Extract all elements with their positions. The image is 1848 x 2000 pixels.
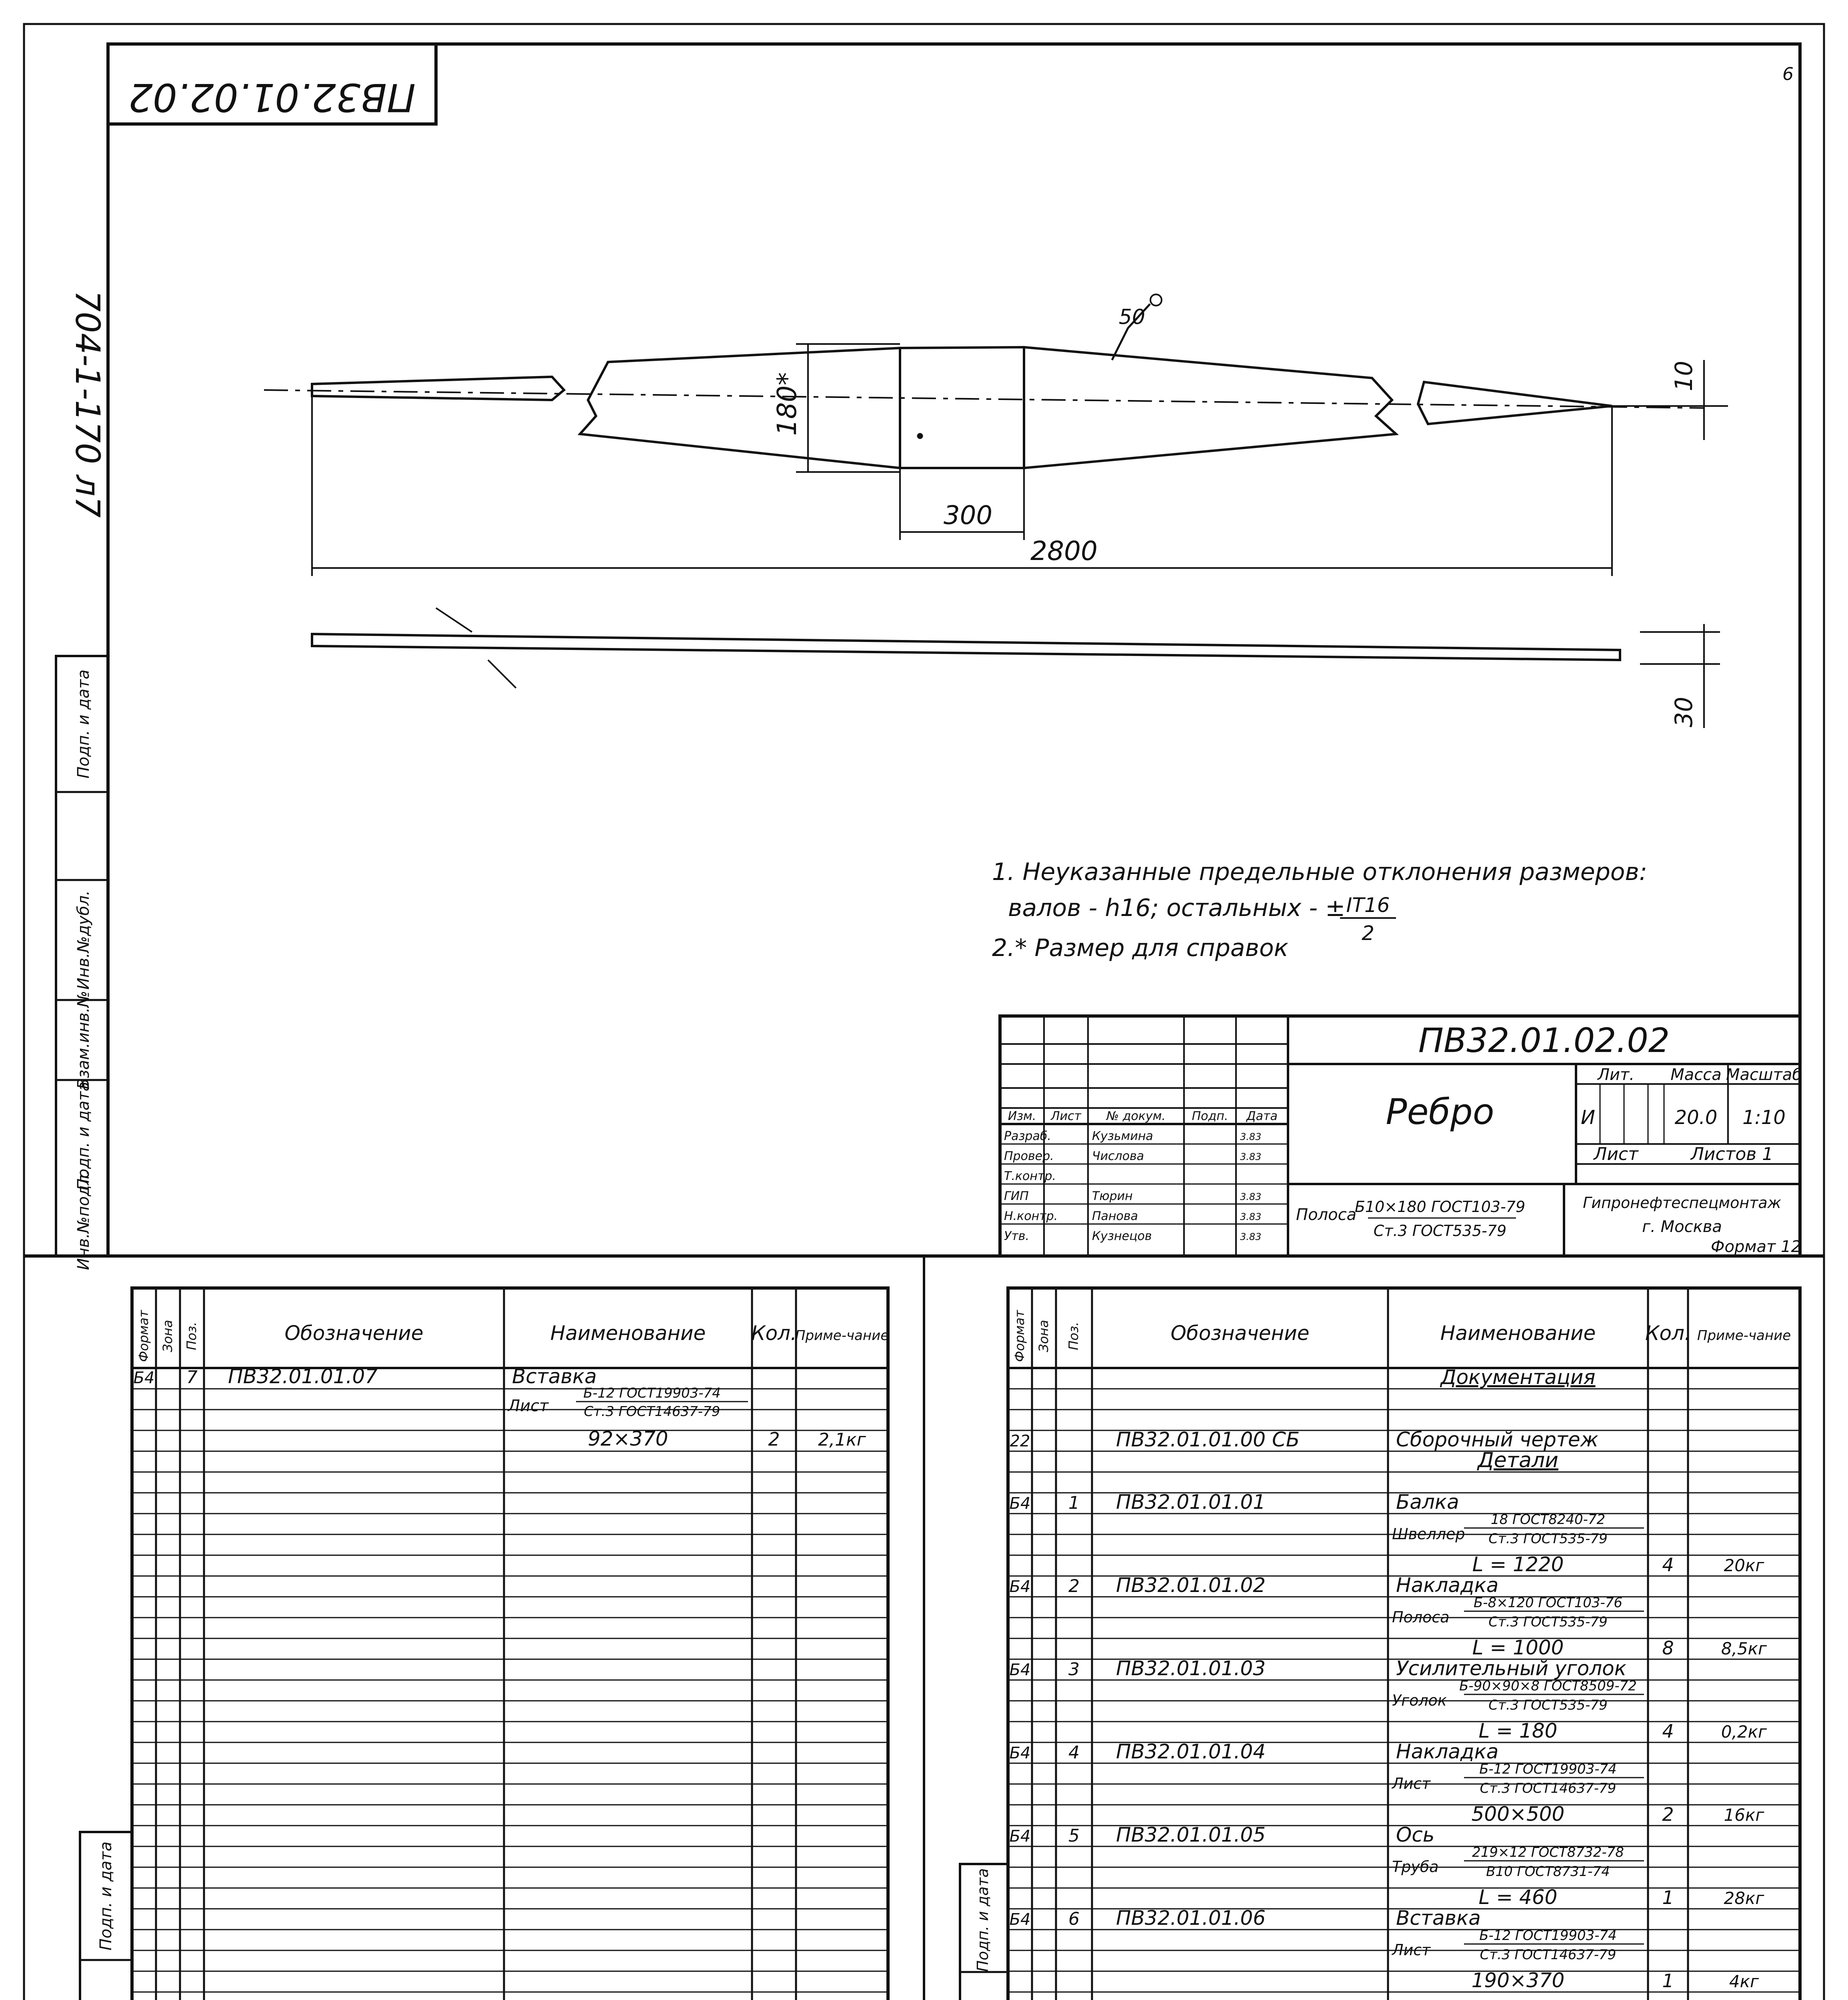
row-name: L = 1220 — [1472, 1553, 1564, 1576]
tb-person: Кузнецов — [1092, 1229, 1152, 1243]
row-position: 6 — [1068, 1909, 1080, 1929]
tb-date: 3.83 — [1240, 1131, 1262, 1142]
row-material-bottom: В10 ГОСТ8731-74 — [1486, 1864, 1610, 1880]
tb-date: 3.83 — [1240, 1191, 1262, 1202]
tb-person: Тюрин — [1092, 1189, 1133, 1203]
rib-left-taper — [580, 348, 900, 468]
row-designation: ПВ32.01.01.05 — [1116, 1823, 1266, 1846]
row-quantity: 4 — [1662, 1720, 1674, 1742]
side-code: 704-1-170 л7 — [68, 290, 107, 518]
tb-sheet-label: Лист — [1594, 1144, 1638, 1164]
tb-role: Утв. — [1004, 1229, 1029, 1243]
surface-finish-label: 50 — [1118, 305, 1146, 329]
row-material-name: Лист — [1392, 1775, 1431, 1792]
tb-role: ГИП — [1004, 1189, 1029, 1203]
spec-column-header: Наименование — [1440, 1322, 1596, 1345]
spec-column-header: Зона — [1036, 1320, 1051, 1352]
row-material-top: Б-12 ГОСТ19903-74 — [1479, 1928, 1617, 1944]
tb-material-top: Б10×180 ГОСТ103-79 — [1354, 1198, 1526, 1216]
side-strip-label: Подп. и дата — [74, 1081, 93, 1191]
tb-org-2: г. Москва — [1642, 1218, 1722, 1236]
row-material-bottom: Ст.3 ГОСТ14637-79 — [1480, 1947, 1616, 1963]
row-position: 3 — [1068, 1659, 1080, 1680]
tb-header-label: Масса — [1670, 1066, 1722, 1084]
spec-column-header: Наименование — [550, 1322, 706, 1345]
tb-person: Числова — [1092, 1149, 1144, 1163]
page-number: 6 — [1782, 64, 1794, 84]
row-name: L = 460 — [1478, 1886, 1558, 1909]
rib-right-taper — [1024, 347, 1396, 468]
note-fraction-top: IT16 — [1346, 894, 1390, 917]
left-spec-frame — [132, 1288, 888, 2000]
row-note: 28кг — [1724, 1888, 1764, 1908]
note-line-3: 2.* Размер для справок — [992, 934, 1288, 962]
spec-column-header: Формат — [1012, 1310, 1027, 1362]
row-material-top: Б-12 ГОСТ19903-74 — [1479, 1761, 1617, 1777]
row-quantity: 1 — [1662, 1887, 1674, 1908]
side-strip-label: Инв.№подл. — [74, 1170, 93, 1270]
tb-role: Разраб. — [1004, 1129, 1051, 1143]
tb-col-header: Изм. — [1008, 1109, 1036, 1123]
tb-col-header: Дата — [1246, 1109, 1278, 1123]
row-position: 1 — [1068, 1493, 1080, 1513]
row-format: Б4 — [133, 1369, 155, 1387]
rib-left-end — [312, 377, 564, 400]
rib-side-view — [312, 634, 1620, 660]
side-strip-label: Подп. и дата — [974, 1868, 992, 1972]
dim-center-width-label: 300 — [943, 501, 993, 530]
note-line-2: валов - h16; остальных - ± — [1008, 894, 1346, 922]
row-position: 4 — [1068, 1742, 1080, 1763]
tb-sheets-label: Листов 1 — [1690, 1144, 1774, 1164]
row-name: Сборочный чертеж — [1396, 1428, 1598, 1451]
spec-column-header: Кол. — [1645, 1322, 1691, 1345]
row-quantity: 4 — [1662, 1554, 1674, 1576]
row-format: Б4 — [1009, 1910, 1031, 1929]
note-fraction-bottom: 2 — [1362, 922, 1374, 945]
row-name: 92×370 — [588, 1427, 668, 1450]
tb-role: Провер. — [1004, 1149, 1054, 1163]
tb-org-1: Гипронефтеспецмонтаж — [1583, 1194, 1781, 1212]
note-line-1: 1. Неуказанные предельные отклонения размеров: — [992, 858, 1648, 886]
row-position: 5 — [1068, 1826, 1080, 1846]
row-note: 16кг — [1724, 1805, 1764, 1825]
row-quantity: 2 — [1662, 1804, 1674, 1825]
row-name: 500×500 — [1471, 1802, 1565, 1826]
spec-column-header: Кол. — [751, 1322, 797, 1345]
side-strip-label: Взам.инв.№ — [74, 990, 93, 1090]
row-designation: ПВ32.01.01.04 — [1116, 1740, 1266, 1763]
row-position: 2 — [1068, 1576, 1080, 1596]
tb-date: 3.83 — [1240, 1211, 1262, 1222]
row-designation: ПВ32.01.01.01 — [1116, 1490, 1266, 1514]
row-designation: ПВ32.01.01.00 СБ — [1116, 1428, 1300, 1451]
tb-person: Кузьмина — [1092, 1129, 1153, 1143]
row-material-bottom: Ст.3 ГОСТ535-79 — [1488, 1531, 1608, 1547]
tb-format: Формат 12 — [1711, 1238, 1801, 1256]
row-name: Усилительный уголок — [1396, 1657, 1626, 1680]
tb-header-label: Лит. — [1597, 1066, 1635, 1084]
row-material-name: Труба — [1392, 1858, 1439, 1876]
row-material-name: Полоса — [1392, 1608, 1450, 1626]
row-material-bottom: Ст.3 ГОСТ14637-79 — [584, 1404, 720, 1420]
spec-column-header: Зона — [160, 1320, 175, 1352]
tb-material-bottom: Ст.3 ГОСТ535-79 — [1373, 1222, 1507, 1240]
tb-header-label: Масштаб — [1726, 1066, 1802, 1084]
row-designation: ПВ32.01.01.07 — [228, 1365, 378, 1388]
row-name: Вставка — [1396, 1906, 1481, 1930]
row-quantity: 8 — [1662, 1637, 1674, 1659]
row-position: 7 — [186, 1367, 198, 1388]
row-quantity: 2 — [768, 1428, 780, 1450]
row-name: Накладка — [1396, 1740, 1499, 1763]
tb-date: 3.83 — [1240, 1151, 1262, 1162]
side-strip-label: Инв.№дубл. — [74, 890, 93, 990]
right-spec-frame — [1008, 1288, 1800, 2000]
tb-scale-value: 1:10 — [1742, 1106, 1786, 1129]
row-name: Накладка — [1396, 1574, 1499, 1597]
rib-center-plate — [900, 347, 1024, 468]
row-format: Б4 — [1009, 1744, 1031, 1762]
section-heading: Детали — [1478, 1448, 1558, 1472]
row-quantity: 1 — [1662, 1970, 1674, 1992]
tb-material-name: Полоса — [1296, 1206, 1357, 1224]
tb-mass-value: 20.0 — [1674, 1106, 1718, 1129]
center-mark — [917, 433, 923, 439]
row-designation: ПВ32.01.01.06 — [1116, 1906, 1266, 1930]
row-format: Б4 — [1009, 1827, 1031, 1846]
tb-col-header: Подп. — [1192, 1109, 1228, 1123]
row-name: 190×370 — [1471, 1969, 1565, 1992]
tb-designation: ПВ32.01.02.02 — [1418, 1021, 1670, 1060]
row-note: 0,2кг — [1721, 1722, 1767, 1742]
row-material-name: Лист — [508, 1397, 549, 1415]
row-material-name: Швеллер — [1392, 1525, 1465, 1543]
row-note: 8,5кг — [1721, 1639, 1767, 1658]
tb-col-header: Лист — [1050, 1109, 1082, 1123]
finish-circle — [1150, 294, 1162, 306]
row-name: L = 180 — [1478, 1719, 1558, 1742]
row-format: Б4 — [1009, 1661, 1031, 1679]
spec-column-header: Приме-чание — [795, 1328, 889, 1344]
dim-thickness-label: 30 — [1670, 696, 1698, 728]
row-name: Ось — [1396, 1823, 1435, 1846]
row-material-top: Б-90×90×8 ГОСТ8509-72 — [1459, 1678, 1637, 1694]
row-name: Вставка — [512, 1365, 597, 1388]
spec-column-header: Поз. — [1066, 1322, 1081, 1350]
tb-col-header: № докум. — [1106, 1109, 1166, 1123]
spec-column-header: Формат — [136, 1310, 151, 1362]
tb-date: 3.83 — [1240, 1231, 1262, 1242]
row-format: Б4 — [1009, 1578, 1031, 1596]
row-material-top: 18 ГОСТ8240-72 — [1490, 1512, 1606, 1528]
row-name: Балка — [1396, 1490, 1459, 1514]
row-format: Б4 — [1009, 1494, 1031, 1513]
row-material-bottom: Ст.3 ГОСТ535-79 — [1488, 1697, 1608, 1713]
spec-column-header: Обозначение — [1170, 1322, 1310, 1345]
tb-person: Панова — [1092, 1209, 1138, 1223]
dim-height-label: 180* — [772, 372, 802, 436]
side-view-mark — [488, 660, 516, 688]
dim-total-length-label: 2800 — [1030, 536, 1098, 566]
row-material-name: Лист — [1392, 1941, 1431, 1959]
row-material-bottom: Ст.3 ГОСТ14637-79 — [1480, 1780, 1616, 1796]
side-strip-label: Подп. и дата — [97, 1841, 115, 1951]
part-drawing — [264, 294, 1728, 728]
section-heading: Документация — [1440, 1366, 1596, 1389]
row-material-name: Уголок — [1392, 1692, 1447, 1709]
row-note: 20кг — [1724, 1556, 1764, 1575]
spec-column-header: Поз. — [184, 1322, 199, 1350]
right-spec-table — [1008, 1288, 1800, 2000]
stamp-code: ПВ32.01.02.02 — [128, 75, 416, 120]
tb-role: Т.контр. — [1004, 1169, 1056, 1183]
row-material-top: Б-12 ГОСТ19903-74 — [583, 1385, 721, 1401]
tb-lit-value: И — [1581, 1106, 1595, 1129]
row-designation: ПВ32.01.01.03 — [1116, 1657, 1266, 1680]
rib-right-end — [1418, 382, 1612, 424]
top-title-block — [1000, 1016, 1802, 1256]
row-note: 2,1кг — [818, 1430, 866, 1450]
spec-column-header: Приме-чание — [1697, 1328, 1791, 1344]
row-format: 22 — [1010, 1432, 1030, 1450]
spec-column-header: Обозначение — [284, 1322, 424, 1345]
side-strip-label: Подп. и дата — [74, 669, 93, 779]
dim-right-offset-label: 10 — [1670, 360, 1698, 392]
tb-role: Н.контр. — [1004, 1209, 1058, 1223]
row-name: L = 1000 — [1472, 1636, 1564, 1659]
row-material-top: Б-8×120 ГОСТ103-76 — [1473, 1595, 1623, 1611]
row-note: 4кг — [1729, 1972, 1759, 1991]
row-material-top: 219×12 ГОСТ8732-78 — [1472, 1844, 1624, 1860]
tb-name: Ребро — [1386, 1091, 1494, 1132]
side-view-mark — [436, 608, 472, 632]
row-material-bottom: Ст.3 ГОСТ535-79 — [1488, 1614, 1608, 1630]
left-spec-table — [132, 1288, 889, 2000]
row-designation: ПВ32.01.01.02 — [1116, 1574, 1266, 1597]
